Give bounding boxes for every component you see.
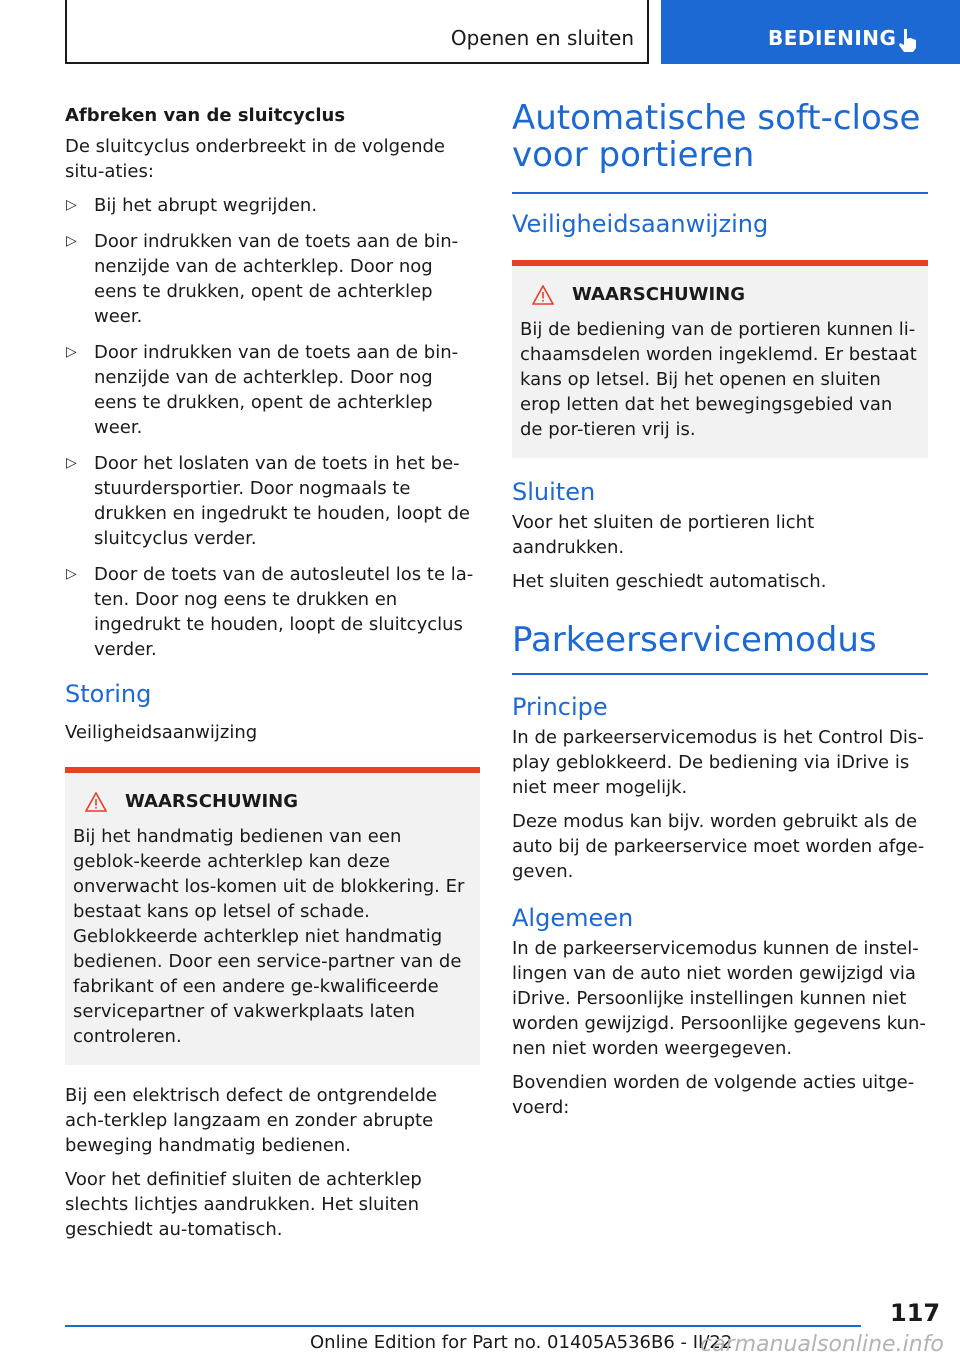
warning-text: Bij de bediening van de portieren kunnen li-chaamsdelen worden ingeklemd. Er bestaat kans op letsel. Bij het openen en sluiten erop letten dat het bewegingsgebied van de por-tieren vrij is. xyxy=(520,319,917,440)
list-item-text: Bij het abrupt wegrijden. xyxy=(94,195,318,216)
triangle-bullet-icon: ▷ xyxy=(66,455,77,471)
header-section-title: Openen en sluiten xyxy=(450,26,634,50)
paragraph: Bovendien worden de volgende acties uitge-voerd: xyxy=(512,1072,915,1118)
triangle-bullet-icon: ▷ xyxy=(66,344,77,360)
triangle-bullet-icon: ▷ xyxy=(66,233,77,249)
principe-heading: Principe xyxy=(512,693,608,721)
list-item xyxy=(65,193,480,218)
header-section-box xyxy=(65,0,649,64)
storing-heading: Storing xyxy=(65,680,152,708)
parkeerservice-heading: Parkeerservicemodus xyxy=(512,622,928,675)
section-heading-afbreken: Afbreken van de sluitcyclus xyxy=(65,105,346,126)
list-item-text: Door de toets van de autosleutel los te la-ten. Door nog eens te drukken en ingedrukt te houden, loopt de sluitcyclus verder. xyxy=(94,564,474,660)
warning-triangle-icon xyxy=(85,792,107,812)
safety-heading: Veiligheidsaanwijzing xyxy=(65,722,258,743)
paragraph: Het sluiten geschiedt automatisch. xyxy=(512,571,827,592)
paragraph: In de parkeerservicemodus is het Control Dis-play geblokkeerd. De bediening via iDrive is niet meer mogelijk. xyxy=(512,727,924,798)
list-item-text: Door indrukken van de toets aan de bin-nenzijde van de achterklep. Door nog eens te drukken, opent de achterklep weer. xyxy=(94,342,459,438)
triangle-bullet-icon: ▷ xyxy=(66,197,77,213)
hand-pointer-icon xyxy=(895,27,921,53)
header-chapter-tab[interactable] xyxy=(661,0,960,64)
list-item xyxy=(65,562,480,662)
safety-heading: Veiligheidsaanwijzing xyxy=(512,210,769,238)
warning-text: Bij het handmatig bedienen van een geblok-keerde achterklep kan deze onverwacht los-komen uit de blokkering. Er bestaat kans op letsel of schade. Geblokkeerde achterklep niet handmatig bedienen. Door een service-partner van de fabrikant of een andere ge-kwalificeerde servicepartner of vakwerkplaats laten controleren. xyxy=(73,826,465,1047)
list-item xyxy=(65,451,480,551)
warning-triangle-icon xyxy=(532,285,554,305)
sluiten-heading: Sluiten xyxy=(512,478,596,506)
footer-edition: Online Edition for Part no. 01405A536B6 - II/22 xyxy=(310,1332,733,1353)
paragraph: Bij een elektrisch defect de ontgrendelde ach-terklep langzaam en zonder abrupte beweging handmatig bedienen. xyxy=(65,1085,437,1156)
paragraph: In de parkeerservicemodus kunnen de instel-lingen van de auto niet worden gewijzigd via iDrive. Persoonlijke instellingen kunnen niet worden gewijzigd. Persoonlijke gegevens kun-nen niet worden weergegeven. xyxy=(512,938,926,1059)
bullet-list xyxy=(65,193,480,662)
list-item-text: Door indrukken van de toets aan de bin-nenzijde van de achterklep. Door nog eens te drukken, opent de achterklep weer. xyxy=(94,231,459,327)
watermark: carmanualsonline.info xyxy=(700,1332,944,1357)
warning-box xyxy=(512,260,928,458)
warning-title-text: WAARSCHUWING xyxy=(572,284,746,305)
warning-title xyxy=(520,284,920,305)
header-chapter-label: BEDIENING xyxy=(768,26,897,50)
paragraph: Voor het sluiten de portieren licht aandrukken. xyxy=(512,512,815,558)
right-column xyxy=(512,100,928,1129)
paragraph: Deze modus kan bijv. worden gebruikt als de auto bij de parkeerservice moet worden afge-geven. xyxy=(512,811,925,882)
left-column xyxy=(65,100,480,1251)
footer-rule xyxy=(65,1325,861,1327)
list-item xyxy=(65,340,480,440)
page-number: 117 xyxy=(890,1299,941,1327)
intro-paragraph: De sluitcyclus onderbreekt in de volgende situ-aties: xyxy=(65,136,445,182)
list-item-text: Door het loslaten van de toets in het be-stuurdersportier. Door nogmaals te drukken en ingedrukt te houden, loopt de sluitcyclus verder. xyxy=(94,453,470,549)
warning-box xyxy=(65,767,480,1065)
list-item xyxy=(65,229,480,329)
triangle-bullet-icon: ▷ xyxy=(66,566,77,582)
paragraph: Voor het definitief sluiten de achterklep slechts lichtjes aandrukken. Het sluiten geschiedt au-tomatisch. xyxy=(65,1169,422,1240)
softclose-heading: Automatische soft-close voor portieren xyxy=(512,100,928,194)
warning-title xyxy=(73,791,472,812)
algemeen-heading: Algemeen xyxy=(512,904,634,932)
warning-title-text: WAARSCHUWING xyxy=(125,791,299,812)
